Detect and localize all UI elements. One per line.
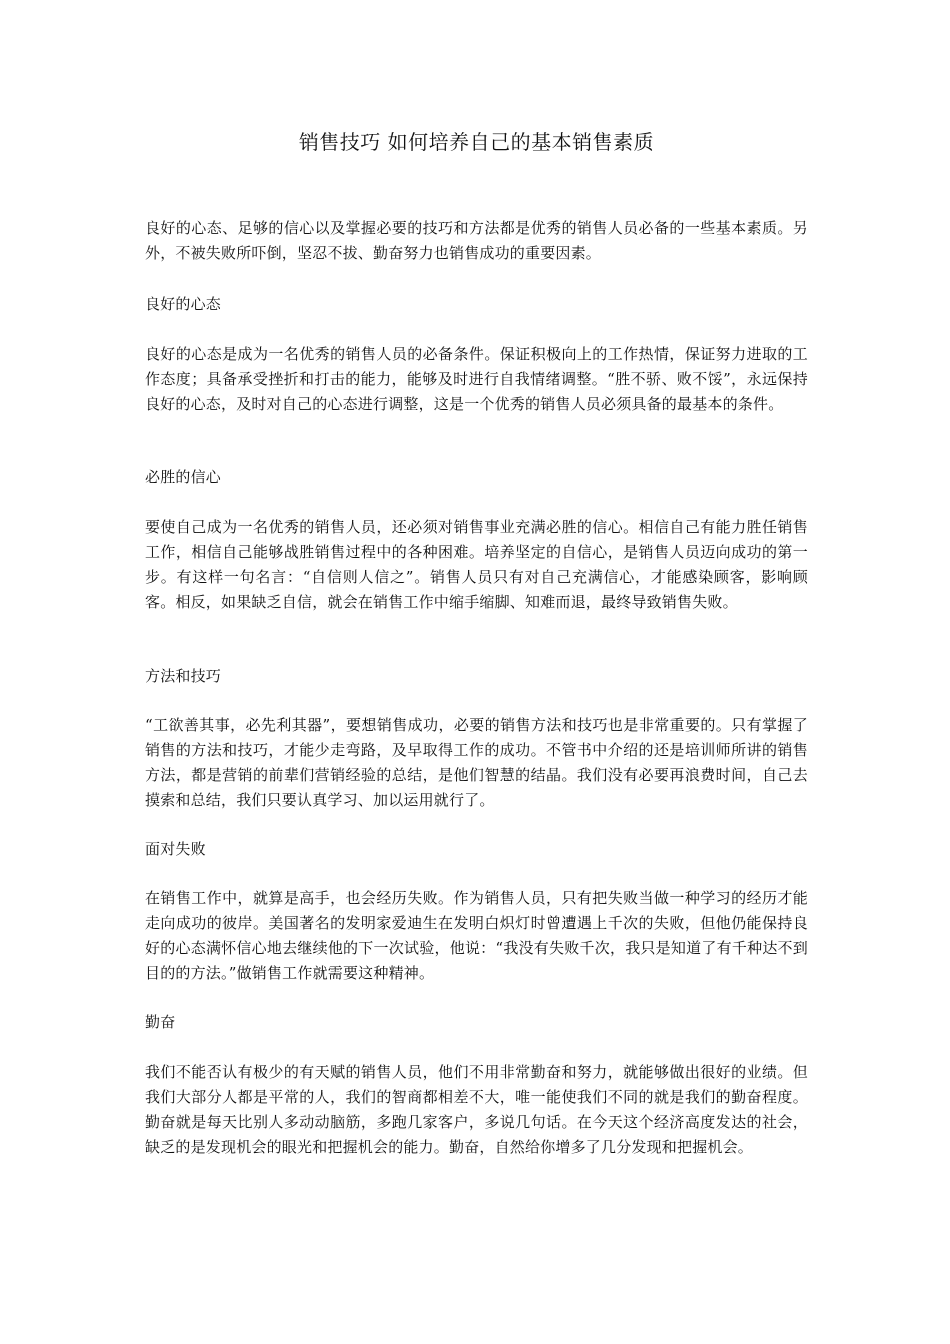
intro-paragraph: 良好的心态、足够的信心以及掌握必要的技巧和方法都是优秀的销售人员必备的一些基本素质。另外，不被失败所吓倒，坚忍不拔、勤奋努力也销售成功的重要因素。	[145, 219, 808, 262]
section-paragraph-methods: “工欲善其事，必先利其器”，要想销售成功，必要的销售方法和技巧也是非常重要的。只有掌握了销售的方法和技巧，才能少走弯路，及早取得工作的成功。不管书中介绍的还是培训师所讲的销售方法，都是营销的前辈们营销经验的总结，是他们智慧的结晶。我们没有必要再浪费时间，自己去摸索和总结，我们只要认真学习、加以运用就行了。	[145, 716, 808, 809]
section-heading-confidence: 必胜的信心	[145, 468, 222, 486]
section-paragraph-confidence: 要使自己成为一名优秀的销售人员，还必须对销售事业充满必胜的信心。相信自己有能力胜任销售工作，相信自己能够战胜销售过程中的各种困难。培养坚定的自信心，是销售人员迈向成功的第一步。有这样一句名言：“自信则人信之”。销售人员只有对自己充满信心，才能感染顾客，影响顾客。相反，如果缺乏自信，就会在销售工作中缩手缩脚、知难而退，最终导致销售失败。	[145, 518, 808, 611]
section-heading-methods: 方法和技巧	[145, 667, 222, 685]
section-heading-failure: 面对失败	[145, 840, 206, 858]
section-heading-mindset: 良好的心态	[145, 295, 222, 313]
document-title: 销售技巧 如何培养自己的基本销售素质	[298, 130, 655, 154]
section-paragraph-failure: 在销售工作中，就算是高手，也会经历失败。作为销售人员，只有把失败当做一种学习的经历才能走向成功的彼岸。美国著名的发明家爱迪生在发明白炽灯时曾遭遇上千次的失败，但他仍能保持良好的心态满怀信心地去继续他的下一次试验，他说：“我没有失败千次，我只是知道了有千种达不到目的的方法。”做销售工作就需要这种精神。	[145, 889, 808, 982]
section-heading-diligence: 勤奋	[145, 1013, 176, 1031]
section-paragraph-diligence: 我们不能否认有极少的有天赋的销售人员，他们不用非常勤奋和努力，就能够做出很好的业绩。但我们大部分人都是平常的人，我们的智商都相差不大，唯一能使我们不同的就是我们的勤奋程度。勤奋就是每天比别人多动动脑筋，多跑几家客户，多说几句话。在今天这个经济高度发达的社会，缺乏的是发现机会的眼光和把握机会的能力。勤奋，自然给你增多了几分发现和把握机会。	[145, 1063, 808, 1156]
section-paragraph-mindset: 良好的心态是成为一名优秀的销售人员的必备条件。保证积极向上的工作热情，保证努力进取的工作态度；具备承受挫折和打击的能力，能够及时进行自我情绪调整。“胜不骄、败不馁”，永远保持良好的心态，及时对自己的心态进行调整，这是一个优秀的销售人员必须具备的最基本的条件。	[145, 345, 808, 413]
